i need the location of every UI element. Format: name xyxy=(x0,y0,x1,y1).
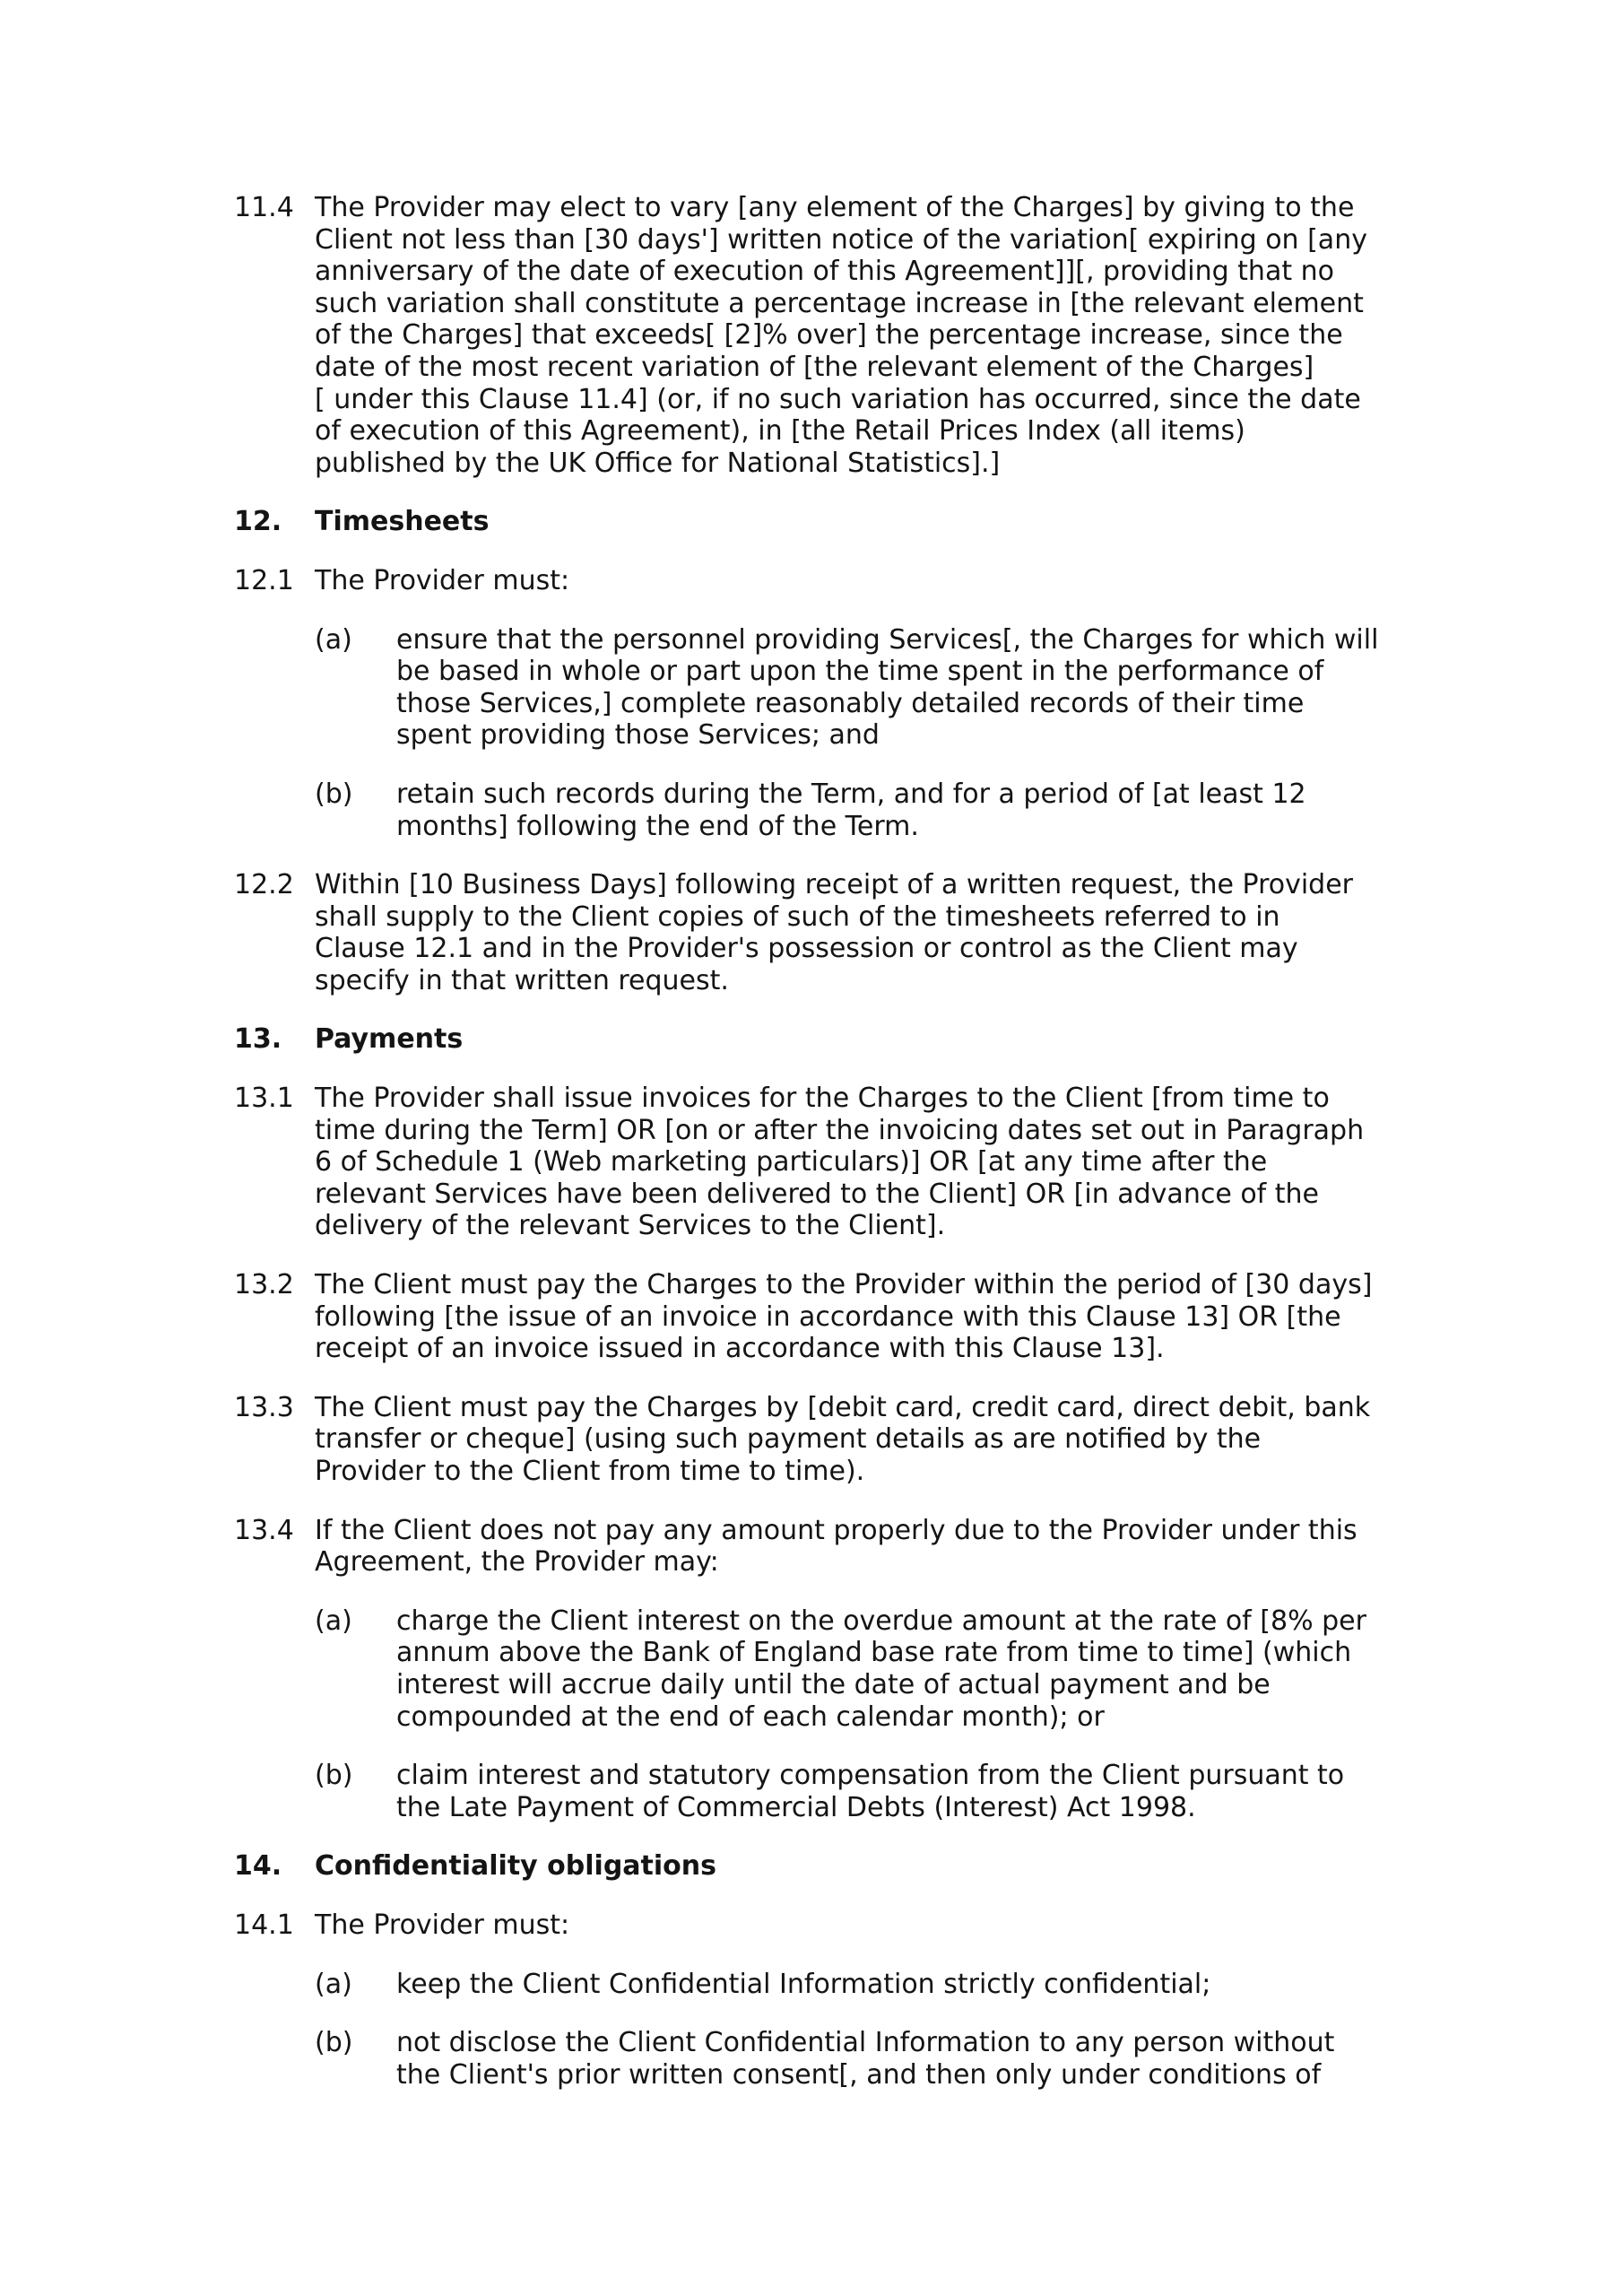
clause-number: 13.3 xyxy=(234,1391,294,1423)
clause-14-1 xyxy=(234,1909,1409,1942)
clause-12-2 xyxy=(234,869,1409,996)
document-body xyxy=(234,192,1409,2091)
subclause-14-1-b xyxy=(315,2027,1409,2091)
clause-number: 13.4 xyxy=(234,1514,294,1546)
clause-13-2 xyxy=(234,1269,1409,1365)
clause-text: The Provider must: xyxy=(315,564,570,596)
subclause-text: keep the Client Confidential Information strictly confidential; xyxy=(396,1968,1211,2000)
clause-12-1 xyxy=(234,565,1409,597)
clause-number: 12.2 xyxy=(234,869,294,901)
clause-11-4 xyxy=(234,192,1409,479)
clause-13-4 xyxy=(234,1515,1409,1578)
clause-number: 13.1 xyxy=(234,1083,294,1115)
section-number: 14. xyxy=(234,1850,282,1883)
clause-text: If the Client does not pay any amount properly due to the Provider under this Agreement, the Provider may: xyxy=(315,1514,1357,1578)
clause-text: The Client must pay the Charges by [debit card, credit card, direct debit, bank transfer or cheque] (using such payment details as are notified by the Provider to the Client from time to time). xyxy=(315,1391,1371,1487)
clause-text: The Provider must: xyxy=(315,1909,570,1941)
section-title: Payments xyxy=(315,1023,464,1056)
clause-text: The Provider may elect to vary [any element of the Charges] by giving to the Client not less than [30 days'] written notice of the variation[ expiring on [any anniversary of the date of execution of this Agreement]][, providing that no such variation shall constitute a percentage increase in [the relevant element of the Charges] that exceeds[ [2]% over] the percentage increase, since the date of the most recent variation of [the relevant element of the Charges] [ under this Clause 11.4] (or, if no such variation has occurred, since the date of execution of this Agreement), in [the Retail Prices Index (all items) published by the UK Office for National Statistics].] xyxy=(315,192,1367,479)
clause-number: 11.4 xyxy=(234,192,294,223)
subclause-number: (a) xyxy=(315,1968,352,2000)
clause-13-3 xyxy=(234,1392,1409,1488)
section-heading-14 xyxy=(234,1850,1409,1883)
subclause-number: (b) xyxy=(315,1760,353,1792)
clause-number: 12.1 xyxy=(234,564,294,596)
clause-text: The Provider shall issue invoices for the Charges to the Client [from time to time during the Term] OR [on or after the invoicing dates set out in Paragraph 6 of Schedule 1 (Web marketing particulars)] OR [at any time after the relevant Services have been delivered to the Client] OR [in advance of the delivery of the relevant Services to the Client]. xyxy=(315,1083,1365,1242)
subclause-13-4-a xyxy=(315,1605,1409,1733)
section-number: 12. xyxy=(234,506,282,538)
clause-13-1 xyxy=(234,1083,1409,1242)
subclause-number: (a) xyxy=(315,1605,352,1637)
subclause-13-4-b xyxy=(315,1760,1409,1823)
subclause-number: (a) xyxy=(315,623,352,656)
section-number: 13. xyxy=(234,1023,282,1056)
subclause-text: not disclose the Client Confidential Information to any person without the Client's prior written consent[, and then only under conditions of xyxy=(396,2027,1335,2091)
clause-text: The Client must pay the Charges to the Provider within the period of [30 days] following [the issue of an invoice in accordance with this Clause 13] OR [the receipt of an invoice issued in accordance with this Clause 13]. xyxy=(315,1269,1373,1365)
subclause-number: (b) xyxy=(315,778,353,810)
section-heading-13 xyxy=(234,1023,1409,1056)
clause-number: 14.1 xyxy=(234,1909,294,1941)
section-title: Confidentiality obligations xyxy=(315,1850,716,1883)
subclause-text: charge the Client interest on the overdue amount at the rate of [8% per annum above the Bank of England base rate from time to time] (which interest will accrue daily until the date of actual payment and be compounded at the end of each calendar month); or xyxy=(396,1605,1366,1733)
clause-number: 13.2 xyxy=(234,1269,294,1301)
subclause-14-1-a xyxy=(315,1969,1409,2001)
subclause-number: (b) xyxy=(315,2027,353,2059)
subclause-12-1-a xyxy=(315,624,1409,752)
section-title: Timesheets xyxy=(315,506,490,538)
subclause-text: claim interest and statutory compensation from the Client pursuant to the Late Payment of Commercial Debts (Interest) Act 1998. xyxy=(396,1760,1345,1823)
clause-text: Within [10 Business Days] following receipt of a written request, the Provider shall supply to the Client copies of such of the timesheets referred to in Clause 12.1 and in the Provider's possession or control as the Client may specify in that written request. xyxy=(315,869,1354,996)
subclause-12-1-b xyxy=(315,778,1409,842)
section-heading-12 xyxy=(234,506,1409,538)
subclause-text: ensure that the personnel providing Services[, the Charges for which will be based in whole or part upon the time spent in the performance of those Services,] complete reasonably detailed records of their time spent providing those Services; and xyxy=(396,623,1379,752)
subclause-text: retain such records during the Term, and for a period of [at least 12 months] following the end of the Term. xyxy=(396,778,1306,842)
